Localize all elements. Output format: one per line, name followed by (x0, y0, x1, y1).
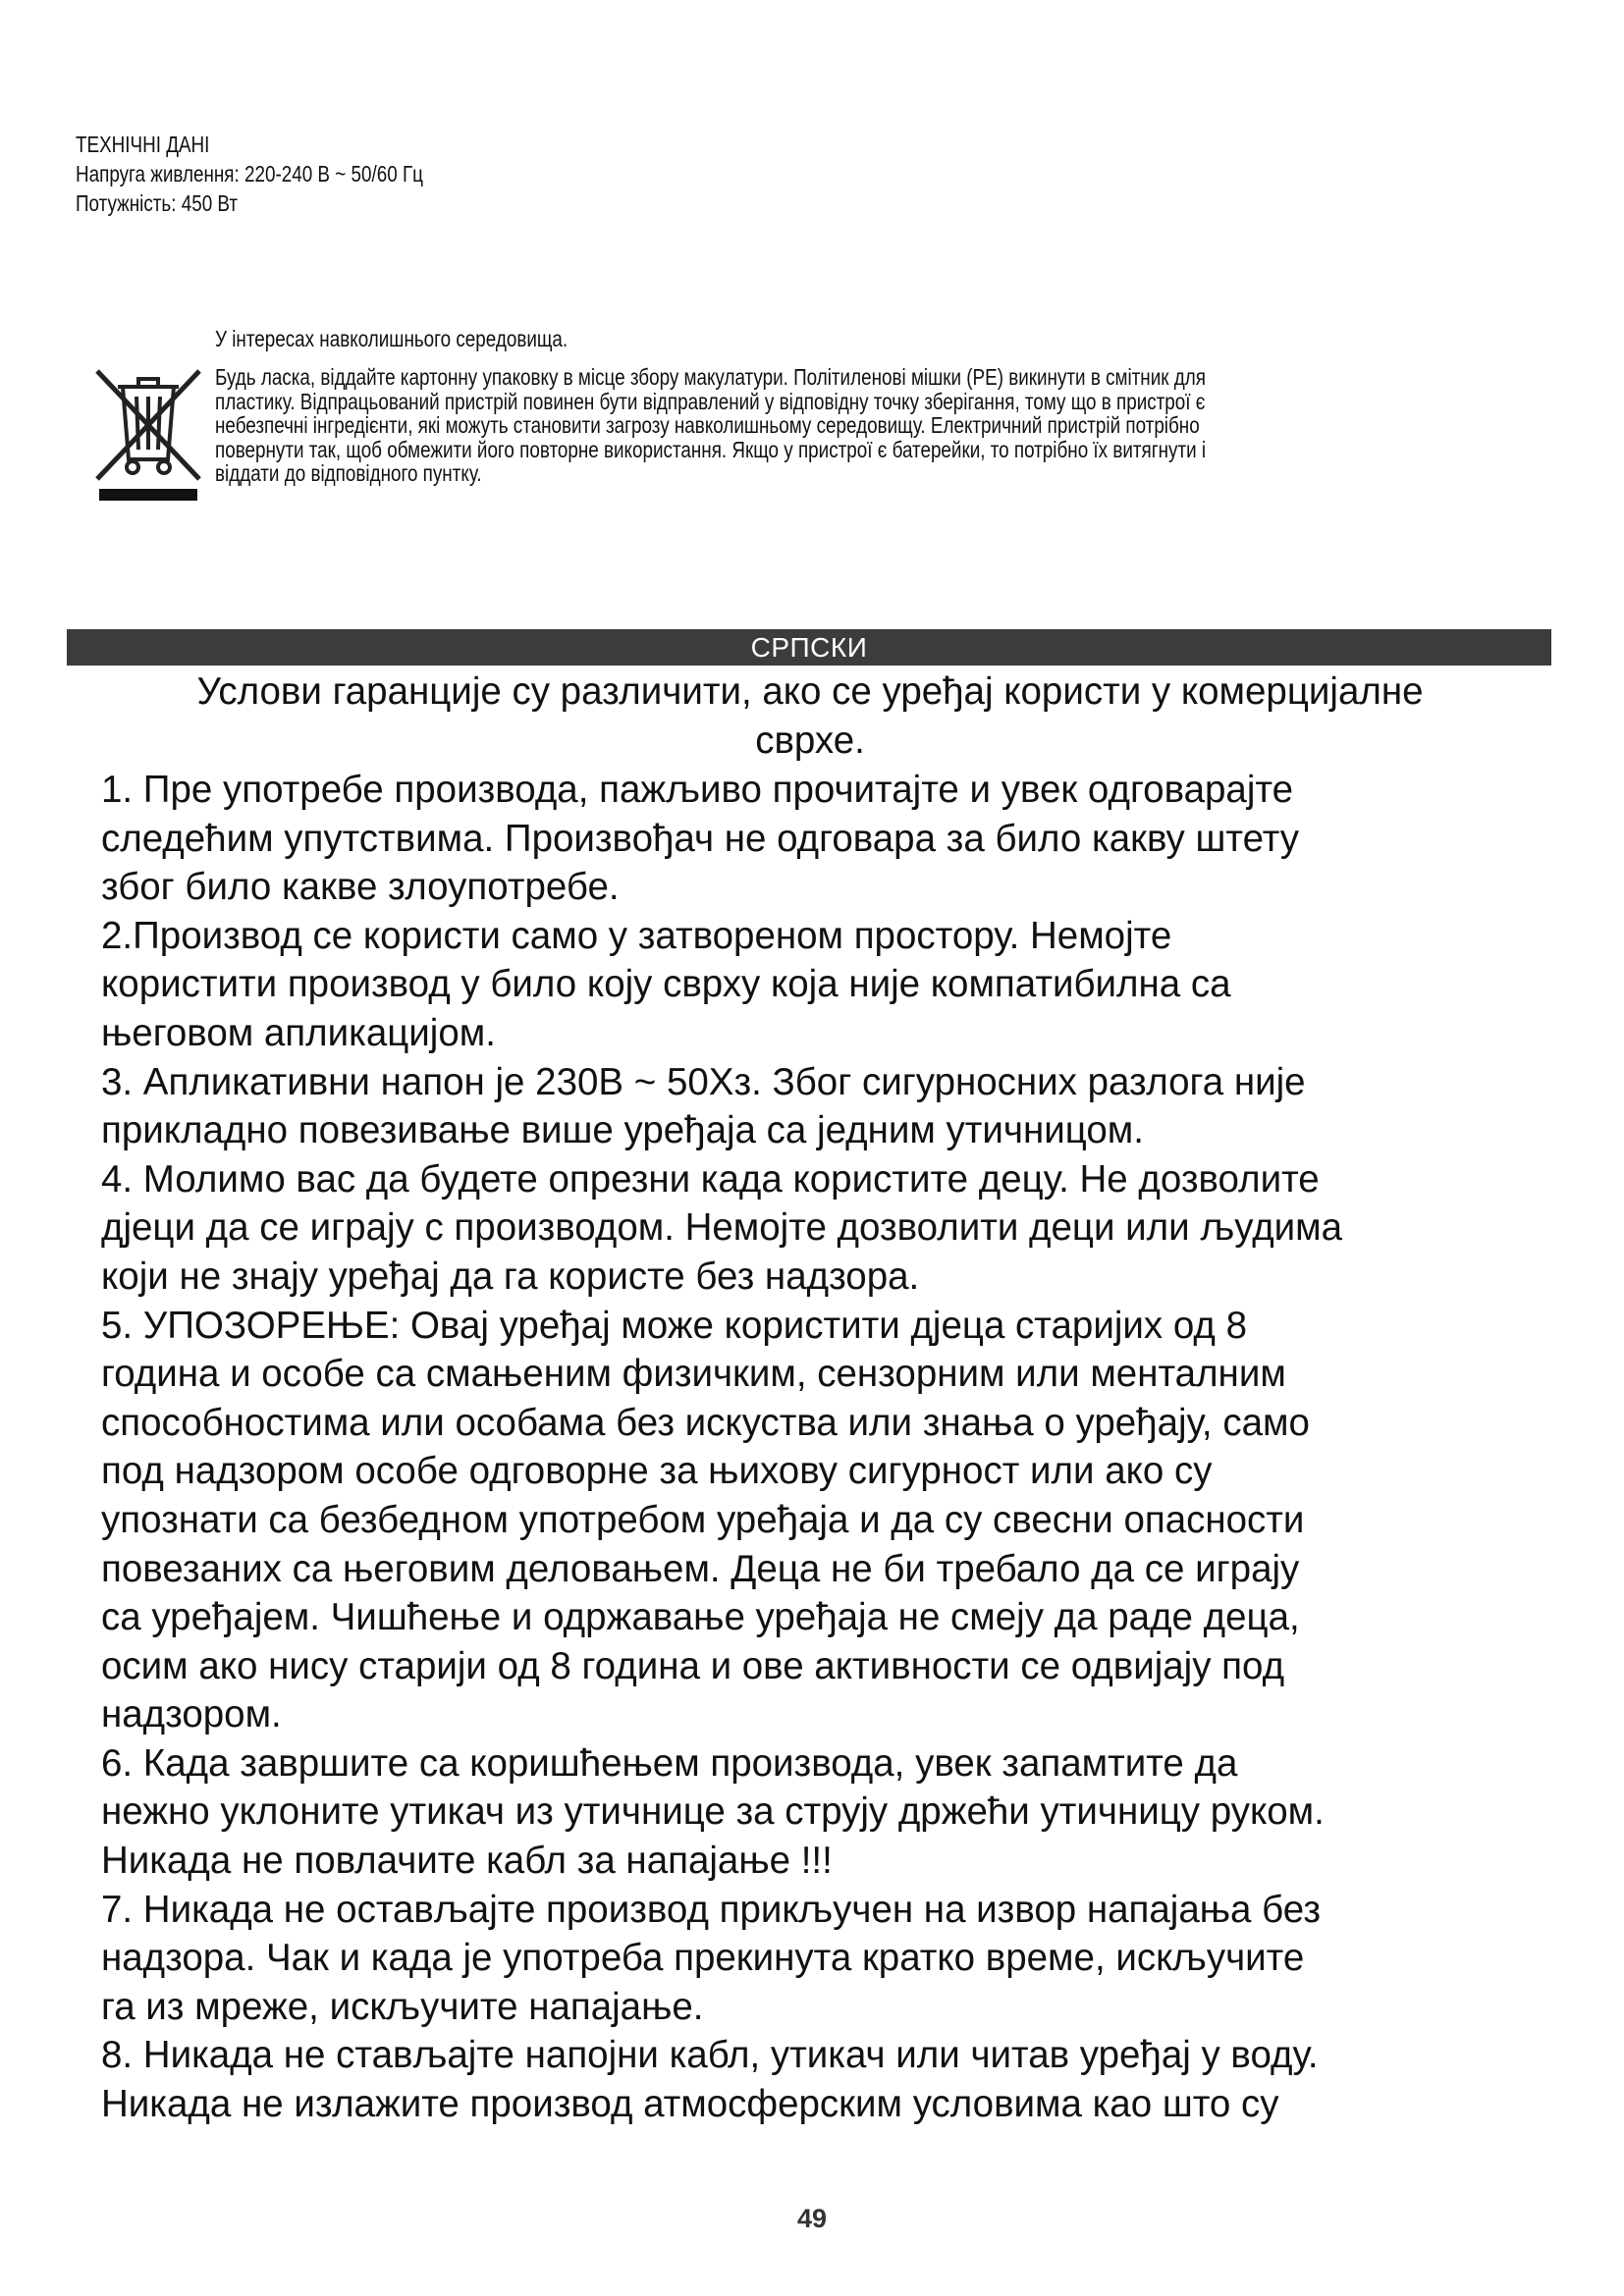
instruction-line: дјеци да се играју с производом. Немојте дозволити деци или људима (101, 1206, 1343, 1250)
instruction-line: осим ако нису старији од 8 година и ове активности се одвијају под (101, 1644, 1285, 1687)
instruction-line: прикладно повезивање више уређаја са једним утичницом. (101, 1109, 1144, 1152)
instruction-line: Никада не излажите производ атмосферским условима као што су (101, 2083, 1279, 2126)
environment-line: повернути так, щоб обмежити його повторне використання. Якщо у пристрої є батерейки, то потрібно їх витягнути і (215, 436, 1207, 462)
environment-heading: У інтересах навколишнього середовища. (215, 326, 568, 351)
instruction-line: година и особе са смањеним физичким, сензорним или менталним (101, 1353, 1286, 1396)
environment-line: віддати до відповідного пунтку. (215, 460, 482, 486)
instruction-line: нежно уклоните утикач из утичнице за струју држећи утичницу руком. (101, 1790, 1325, 1834)
instruction-line: 2.Производ се користи само у затвореном простору. Немојте (101, 914, 1172, 957)
crossed-out-wheelie-bin-icon (93, 365, 203, 503)
environment-line: небезпечні інгредієнти, які можуть становити загрозу навколишньому середовищу. Електричний пристрій потрібно (215, 412, 1200, 438)
instruction-line: 5. УПОЗОРЕЊЕ: Овај уређај може користити дјеца старијих од 8 (101, 1304, 1247, 1347)
instructions-list (101, 766, 1574, 2129)
instruction-line: повезаних са његовим деловањем. Деца не би требало да се играју (101, 1547, 1300, 1590)
environment-line: пластику. Відпрацьований пристрій повинен бути відправлений у відповідну точку зберігання, тому що в пристрої є (215, 388, 1206, 414)
instruction-line: под надзором особе одговорне за њихову сигурност или ако су (101, 1450, 1213, 1493)
instruction-line: 3. Апликативни напон је 230В ~ 50Хз. Због сигурносних разлога није (101, 1060, 1306, 1103)
technical-data (76, 130, 763, 218)
instruction-line: користити производ у било коју сврху која није компатибилна са (101, 963, 1231, 1006)
instruction-line: 1. Пре употребе производа, пажљиво прочитајте и увек одговарајте (101, 769, 1293, 811)
warranty-notice (69, 667, 1551, 766)
environment-line: Будь ласка, віддайте картонну упаковку в місце збору макулатури. Політиленові мішки (PE) викинути в смітник для (215, 364, 1206, 390)
language-section-bar: СРПСКИ (67, 629, 1551, 666)
instruction-line: са уређајем. Чишћење и одржавање уређаја не смеју да раде деца, (101, 1596, 1300, 1639)
instruction-line: 8. Никада не стављајте напојни кабл, утикач или читав уређај у воду. (101, 2034, 1319, 2077)
instruction-line: способностима или особама без искуства или знања о уређају, само (101, 1401, 1310, 1444)
instruction-line: 4. Молимо вас да будете опрезни када користите децу. Не дозволите (101, 1157, 1320, 1201)
warranty-line: Услови гаранције су различити, ако се уређај користи у комерцијалне (196, 670, 1424, 713)
instruction-line: надзора. Чак и када је употреба прекинута кратко време, искључите (101, 1937, 1305, 1980)
warranty-line: сврхе. (755, 720, 865, 762)
voltage-spec: Напруга живлення: 220-240 В ~ 50/60 Гц (76, 161, 423, 187)
technical-data-heading: ТЕХНІЧНІ ДАНІ (76, 132, 210, 157)
power-spec: Потужність: 450 Вт (76, 190, 239, 216)
instruction-line: због било какве злоупотребе. (101, 866, 620, 909)
environment-text (215, 365, 1511, 486)
instruction-line: следећим упутствима. Произвођач не одговара за било какву штету (101, 817, 1300, 860)
instruction-line: који не знају уређај да га користе без надзора. (101, 1255, 920, 1298)
instruction-line: га из мреже, искључите напајање. (101, 1985, 704, 2028)
instruction-line: његовом апликацијом. (101, 1011, 496, 1054)
instruction-line: упознати са безбедном употребом уређаја и да су свесни опасности (101, 1498, 1305, 1541)
instruction-line: Никада не повлачите кабл за напајање !!! (101, 1840, 833, 1883)
instruction-line: 7. Никада не остављајте производ прикључен на извор напајања без (101, 1888, 1322, 1931)
page-number: 49 (796, 2204, 828, 2233)
instruction-line: 6. Када завршите са коришћењем производа, увек запамтите да (101, 1741, 1238, 1785)
instruction-line: надзором. (101, 1693, 282, 1736)
